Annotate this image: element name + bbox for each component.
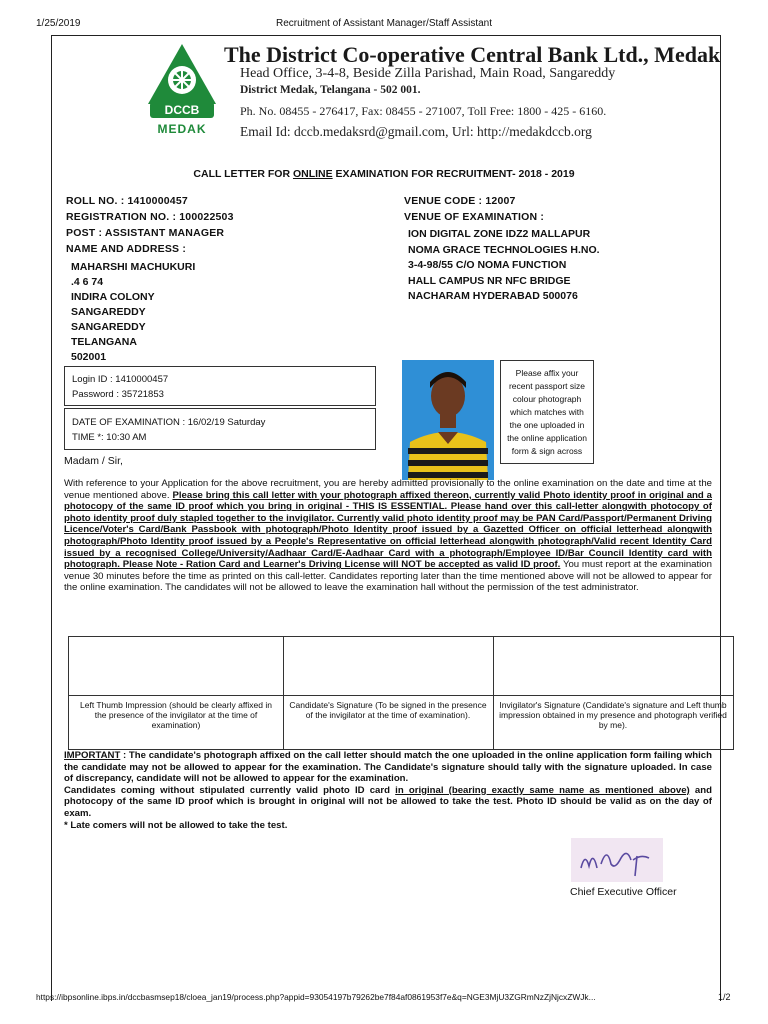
ceo-signature bbox=[571, 838, 663, 882]
venue-line: ION DIGITAL ZONE IDZ2 MALLAPUR bbox=[408, 228, 591, 240]
thumb-impression-cell bbox=[69, 637, 284, 749]
address-line: SANGAREDDY bbox=[71, 321, 146, 333]
thumb-impression-caption: Left Thumb Impression (should be clearly affixed in the presence of the invigilator at the time of examination) bbox=[69, 695, 283, 749]
address-line: .4 6 74 bbox=[71, 276, 104, 288]
instructions-id-proof: Please bring this call letter with your photograph affixed thereon, currently valid Photo identity proof in original and a photocopy of the same ID proof which you bring in original - THIS IS ESSENTIAL. Please hand over this call-letter alongwith photocopy of photo identity proof duly stapled together to the invigilator. Currently valid photo identity proof may be PAN Card/Passport/Permanent Driving Licence/Voter's Card/Bank Passbook with photograph/Photo Identity proof issued by a Gazetted Officer on official letterhead alongwith photograph/Photo Identity proof issued by a People's Representative on official letterhead alongwith photograph/Valid recent Identity Card issued by a recognised College/University/Aadhaar Card/E-Aadhaar Card with a photograph/Employee ID/Bar Council Identity card with photograph. Please Note - Ration Card and Learner's Driving License will NOT be accepted as valid ID proof. bbox=[64, 489, 712, 571]
important-id-requirement bbox=[64, 785, 712, 820]
candidate-signature-caption: Candidate's Signature (To be signed in the presence of the invigilator at the time of examination). bbox=[283, 695, 493, 749]
venue-line: HALL CAMPUS NR NFC BRIDGE bbox=[408, 274, 571, 287]
address-line: TELANGANA bbox=[71, 336, 137, 348]
venue-code: VENUE CODE : 12007 bbox=[404, 195, 516, 207]
print-page-title: Recruitment of Assistant Manager/Staff Assistant bbox=[275, 18, 493, 29]
print-url: https://ibpsonline.ibps.in/dccbasmsep18/cloea_jan19/process.php?appid=93054197b79262be7f84af0861953f7e&q=NGE3MjU3ZGRmNzZjNjcxZWJk... bbox=[36, 992, 596, 1002]
address-line: 502001 bbox=[71, 351, 107, 363]
exam-schedule-box bbox=[64, 408, 376, 450]
bank-head-office: Head Office, 3-4-8, Beside Zilla Parishad, Main Road, Sangareddy bbox=[240, 66, 616, 81]
id-requirement-part-1: Candidates coming without stipulated currently valid photo ID card bbox=[64, 784, 396, 796]
address-line: SANGAREDDY bbox=[71, 306, 146, 318]
venue-line: 3-4-98/55 C/O NOMA FUNCTION bbox=[408, 259, 567, 271]
bank-logo bbox=[146, 42, 218, 142]
venue-line: NOMA GRACE TECHNOLOGIES H.NO. bbox=[408, 243, 600, 256]
exam-date: DATE OF EXAMINATION : 16/02/19 Saturday bbox=[72, 417, 266, 428]
candidate-photo-image bbox=[402, 360, 494, 480]
venue-address bbox=[408, 227, 600, 305]
address-line: MAHARSHI MACHUKURI bbox=[71, 261, 196, 273]
id-requirement-underlined: in original (bearing exactly same name as mentioned above) bbox=[395, 784, 690, 796]
registration-number: REGISTRATION NO. : 100022503 bbox=[66, 211, 234, 223]
important-notice bbox=[64, 750, 712, 831]
bank-email-url: Email Id: dccb.medaksrd@gmail.com, Url: http://medakdccb.org bbox=[240, 124, 592, 139]
invigilator-signature-caption: Invigilator's Signature (Candidate's signature and Left thumb impression obtained in my presence and photograph verified by me). bbox=[493, 695, 733, 749]
print-page-number: 1/2 bbox=[718, 992, 731, 1002]
address-line: INDIRA COLONY bbox=[71, 291, 155, 303]
instructions-reporting: You must report at the examination venue 30 minutes before the time as printed on this call-letter. Candidates reporting later than the time mentioned above will not be allowed to appear for the online examination. The candidates will not be allowed to leave the examination hall without the permission of the test administrator. bbox=[64, 559, 712, 594]
important-label: IMPORTANT bbox=[64, 750, 121, 761]
login-box bbox=[64, 366, 376, 406]
invigilator-signature-cell bbox=[493, 637, 733, 749]
candidate-photo bbox=[402, 360, 494, 480]
photo-instruction: Please affix your recent passport size colour photograph which matches with the one uploaded in the online application form & sign across bbox=[500, 360, 594, 464]
exam-time: TIME *: 10:30 AM bbox=[72, 432, 147, 443]
ceo-signature-icon bbox=[571, 838, 663, 882]
print-date: 1/25/2019 bbox=[36, 18, 81, 29]
password: Password : 35721853 bbox=[72, 389, 164, 400]
login-id: Login ID : 1410000457 bbox=[72, 374, 169, 385]
bank-phone: Ph. No. 08455 - 276417, Fax: 08455 - 271007, Toll Free: 1800 - 425 - 6160. bbox=[240, 104, 607, 118]
logo-top-text: DCCB bbox=[164, 103, 200, 117]
roll-number: ROLL NO. : 1410000457 bbox=[66, 195, 188, 207]
instructions-intro: With reference to your Application for the above recruitment, you are hereby admitted provisionally to the online examination on the date and time at the venue mentioned above. bbox=[64, 478, 712, 501]
instructions-paragraph bbox=[64, 478, 712, 594]
title-part-1: CALL LETTER FOR bbox=[193, 168, 293, 180]
venue-label: VENUE OF EXAMINATION : bbox=[404, 211, 545, 223]
venue-line: NACHARAM HYDERABAD 500076 bbox=[408, 290, 578, 302]
name-address-label: NAME AND ADDRESS : bbox=[66, 243, 187, 255]
late-comers-note: * Late comers will not be allowed to take the test. bbox=[64, 819, 288, 831]
bank-name: The District Co-operative Central Bank Ltd., Medak bbox=[224, 42, 721, 67]
id-requirement-part-2: and photocopy of the same ID proof which is brought in original will not be allowed to take the test. Photo ID should be valid as on the day of exam. bbox=[64, 784, 712, 819]
signature-table bbox=[68, 636, 734, 750]
logo-bottom-text: MEDAK bbox=[157, 122, 207, 136]
important-text: : The candidate's photograph affixed on the call letter should match the one uploaded in the online application form failing which the candidate may not be allowed to appear for the examination. The Candidate's signature should tally with the signature uploaded. In case of discrepancy, candidate will not be allowed to appear for the examination. bbox=[64, 750, 712, 785]
post: POST : ASSISTANT MANAGER bbox=[66, 227, 225, 239]
call-letter-title bbox=[0, 168, 768, 180]
title-part-2: EXAMINATION FOR RECRUITMENT- 2018 - 2019 bbox=[332, 168, 575, 180]
candidate-address bbox=[71, 260, 195, 365]
title-online: ONLINE bbox=[292, 168, 333, 180]
salutation: Madam / Sir, bbox=[64, 455, 123, 467]
bank-district: District Medak, Telangana - 502 001. bbox=[240, 84, 421, 96]
candidate-signature-cell bbox=[283, 637, 494, 749]
important-photo-match bbox=[64, 750, 712, 785]
ceo-label: Chief Executive Officer bbox=[570, 886, 677, 898]
